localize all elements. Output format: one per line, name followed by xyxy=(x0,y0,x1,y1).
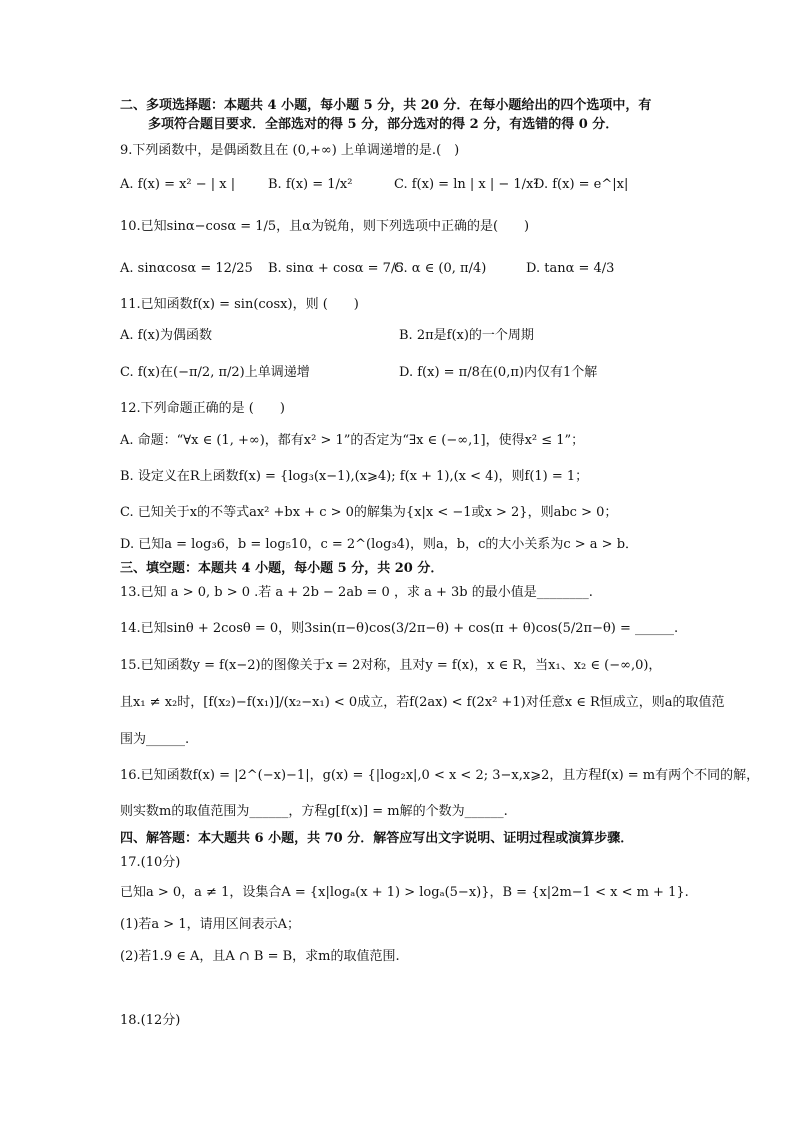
question-9-option-b: B. f(x) = 1/x² xyxy=(268,177,353,192)
question-10-option-b: B. sinα + cosα = 7/5 xyxy=(268,261,404,276)
question-13: 13.已知 a > 0, b > 0 .若 a + 2b − 2ab = 0 ，求 a + 3b 的最小值是________. xyxy=(120,585,593,600)
multi-choice-header-line2: 多项符合题目要求．全部选对的得 5 分，部分选对的得 2 分，有选错的得 0 分． xyxy=(148,117,619,132)
question-15-line3: 围为______. xyxy=(120,732,190,747)
question-10-option-a: A. sinαcosα = 12/25 xyxy=(120,261,253,276)
question-16-line1: 16.已知函数f(x) = |2^(−x)−1|，g(x) = {|log₂x|,0 < x < 2; 3−x,x⩾2，且方程f(x) = m有两个不同的解， xyxy=(120,768,760,783)
question-9-option-a: A. f(x) = x² − | x | xyxy=(120,177,236,192)
question-16-line2: 则实数m的取值范围为______，方程g[f(x)] = m解的个数为______. xyxy=(120,804,508,819)
question-10-option-d: D. tanα = 4/3 xyxy=(526,261,615,276)
question-9-option-c: C. f(x) = ln | x | − 1/x² xyxy=(394,177,539,192)
question-11-option-a: A. f(x)为偶函数 xyxy=(120,328,212,343)
question-18-score: 18.(12分) xyxy=(120,1013,181,1028)
question-17-part-1: (1)若a > 1，请用区间表示A； xyxy=(120,917,300,932)
question-14: 14.已知sinθ + 2cosθ = 0，则3sin(π−θ)cos(3/2π−θ) + cos(π + θ)cos(5/2π−θ) = ______. xyxy=(120,621,679,636)
question-9-stem: 9.下列函数中，是偶函数且在 (0,+∞) 上单调递增的是.( ) xyxy=(120,143,460,158)
multi-choice-header-line1: 二、多项选择题：本题共 4 小题，每小题 5 分，共 20 分．在每小题给出的四个选项中，有 xyxy=(120,98,652,113)
question-12-stem: 12.下列命题正确的是 ( ) xyxy=(120,401,285,416)
question-12-option-a: A. 命题：“∀x ∈ (1, +∞)，都有x² > 1”的否定为“∃x ∈ (−∞,1]，使得x² ≤ 1”； xyxy=(120,433,585,448)
question-12-option-d: D. 已知a = log₃6，b = log₅10，c = 2^(log₃4)，则a，b，c的大小关系为c > a > b． xyxy=(120,537,639,552)
question-17-stem: 已知a > 0，a ≠ 1，设集合A = {x|logₐ(x + 1) > logₐ(5−x)}，B = {x|2m−1 < x < m + 1}. xyxy=(120,885,689,900)
fill-in-header: 三、填空题：本题共 4 小题，每小题 5 分，共 20 分． xyxy=(120,561,444,576)
question-10-stem: 10.已知sinα−cosα = 1/5，且α为锐角，则下列选项中正确的是( ) xyxy=(120,219,530,234)
question-15-line2: 且x₁ ≠ x₂时，[f(x₂)−f(x₁)]/(x₂−x₁) < 0成立，若f(2ax) < f(2x² +1)对任意x ∈ R恒成立，则a的取值范 xyxy=(120,695,725,710)
question-11-stem: 11.已知函数f(x) = sin(cosx)，则 ( ) xyxy=(120,297,359,312)
question-12-option-c: C. 已知关于x的不等式ax² +bx + c > 0的解集为{x|x < −1或x > 2}，则abc > 0； xyxy=(120,505,618,520)
question-10-option-c: C. α ∈ (0, π/4) xyxy=(394,261,487,276)
question-12-option-b: B. 设定义在R上函数f(x) = {log₃(x−1),(x⩾4); f(x + 1),(x < 4)，则f(1) = 1； xyxy=(120,469,589,484)
question-9-option-d: D. f(x) = e^|x| xyxy=(534,177,629,192)
question-11-option-d: D. f(x) = π/8在(0,π)内仅有1个解 xyxy=(399,365,598,380)
question-11-option-c: C. f(x)在(−π/2, π/2)上单调递增 xyxy=(120,365,310,380)
question-17-score: 17.(10分) xyxy=(120,855,181,870)
question-17-part-2: (2)若1.9 ∈ A，且A ∩ B = B，求m的取值范围. xyxy=(120,949,400,964)
question-11-option-b: B. 2π是f(x)的一个周期 xyxy=(399,328,534,343)
question-15-line1: 15.已知函数y = f(x−2)的图像关于x = 2对称，且对y = f(x)，x ∈ R，当x₁、x₂ ∈ (−∞,0)， xyxy=(120,658,662,673)
answer-header: 四、解答题：本大题共 6 小题，共 70 分．解答应写出文字说明、证明过程或演算步骤． xyxy=(120,831,634,846)
